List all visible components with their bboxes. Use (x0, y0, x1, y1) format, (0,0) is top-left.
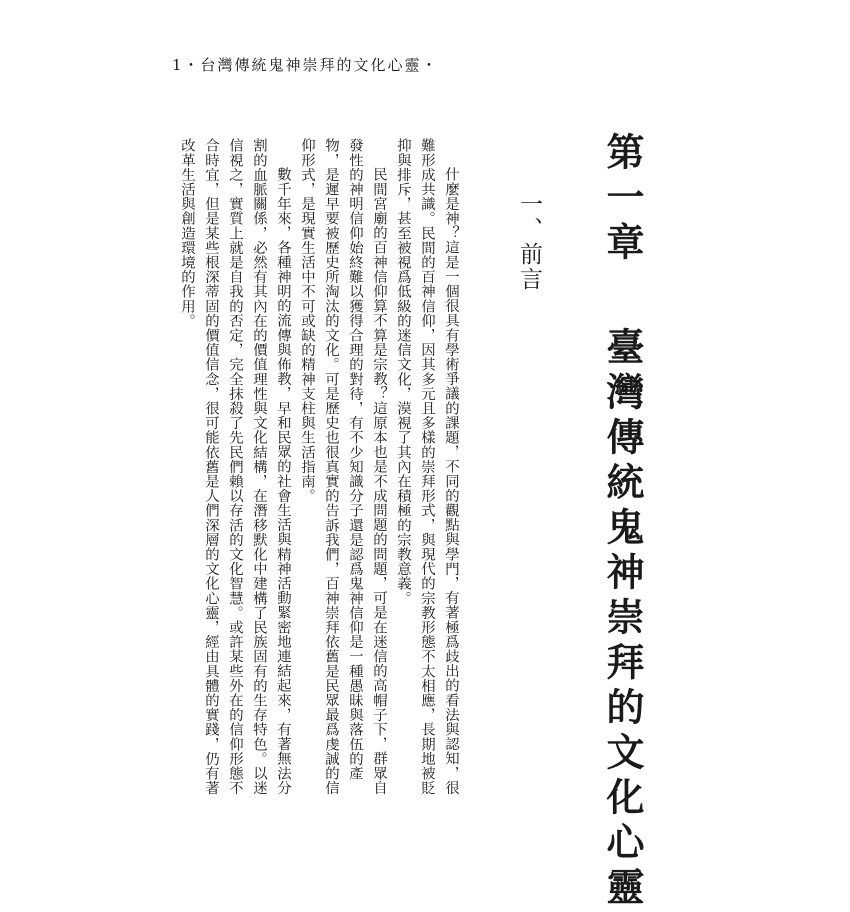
text-line: 難形成共識。民間的百神信仰，因其多元且多樣的崇拜形式，與現代的宗教形態不太相應，長期地被貶 (419, 138, 435, 795)
chapter-title (598, 132, 646, 912)
section-heading: 一、前言 (516, 192, 542, 292)
text-line: 仰形式，是現實生活中不可或缺的精神支柱與生活指南。 (299, 138, 315, 503)
text-line: 合時宜，但是某些根深蒂固的價值信念，很可能依舊是人們深層的文化心靈，經由具體的實踐，仍有著 (203, 138, 219, 795)
running-header: 1・台灣傳統鬼神崇拜的文化心靈・ (172, 56, 439, 74)
text-line: 發性的神明信仰始終難以獲得合理的對待，有不少知識分子還是認爲鬼神信仰是一種愚昧與落伍的產 (347, 138, 363, 781)
text-line: 信視之，實質上就是自我的否定，完全抹殺了先民們賴以存活的文化智慧。或許某些外在的信仰形態不 (227, 138, 243, 795)
text-line: 什麼是神？這是一個很具有學術爭議的課題，不同的觀點與學門，有著極爲歧出的看法與認知，很 (443, 166, 459, 795)
text-line: 民間宮廟的百神信仰算不算是宗教？這原本也是不成問題的問題，可是在迷信的高帽子下，群眾自 (371, 166, 387, 795)
text-line: 割的血脈關係，必然有其內在的價值理性與文化結構，在潛移默化中建構了民族固有的生存特色。以迷 (251, 138, 267, 795)
chapter-name: 臺灣傳統鬼神崇拜的文化心靈 (600, 327, 645, 912)
text-line: 物，是遲早要被歷史所淘汰的文化。可是歷史也很真實的告訴我們，百神崇拜依舊是民眾最爲虔誠的信 (323, 138, 339, 795)
body-text (175, 138, 463, 795)
text-line: 改革生活與創造環境的作用。 (179, 138, 195, 328)
text-line: 數千年來，各種神明的流傳與佈教，早和民眾的社會生活與精神活動緊密地連結起來，有著無法分 (275, 166, 291, 795)
text-line: 抑與排斥，甚至被視爲低級的迷信文化，漠視了其內在積極的宗教意義。 (395, 138, 411, 606)
chapter-number: 第一章 (600, 132, 645, 267)
